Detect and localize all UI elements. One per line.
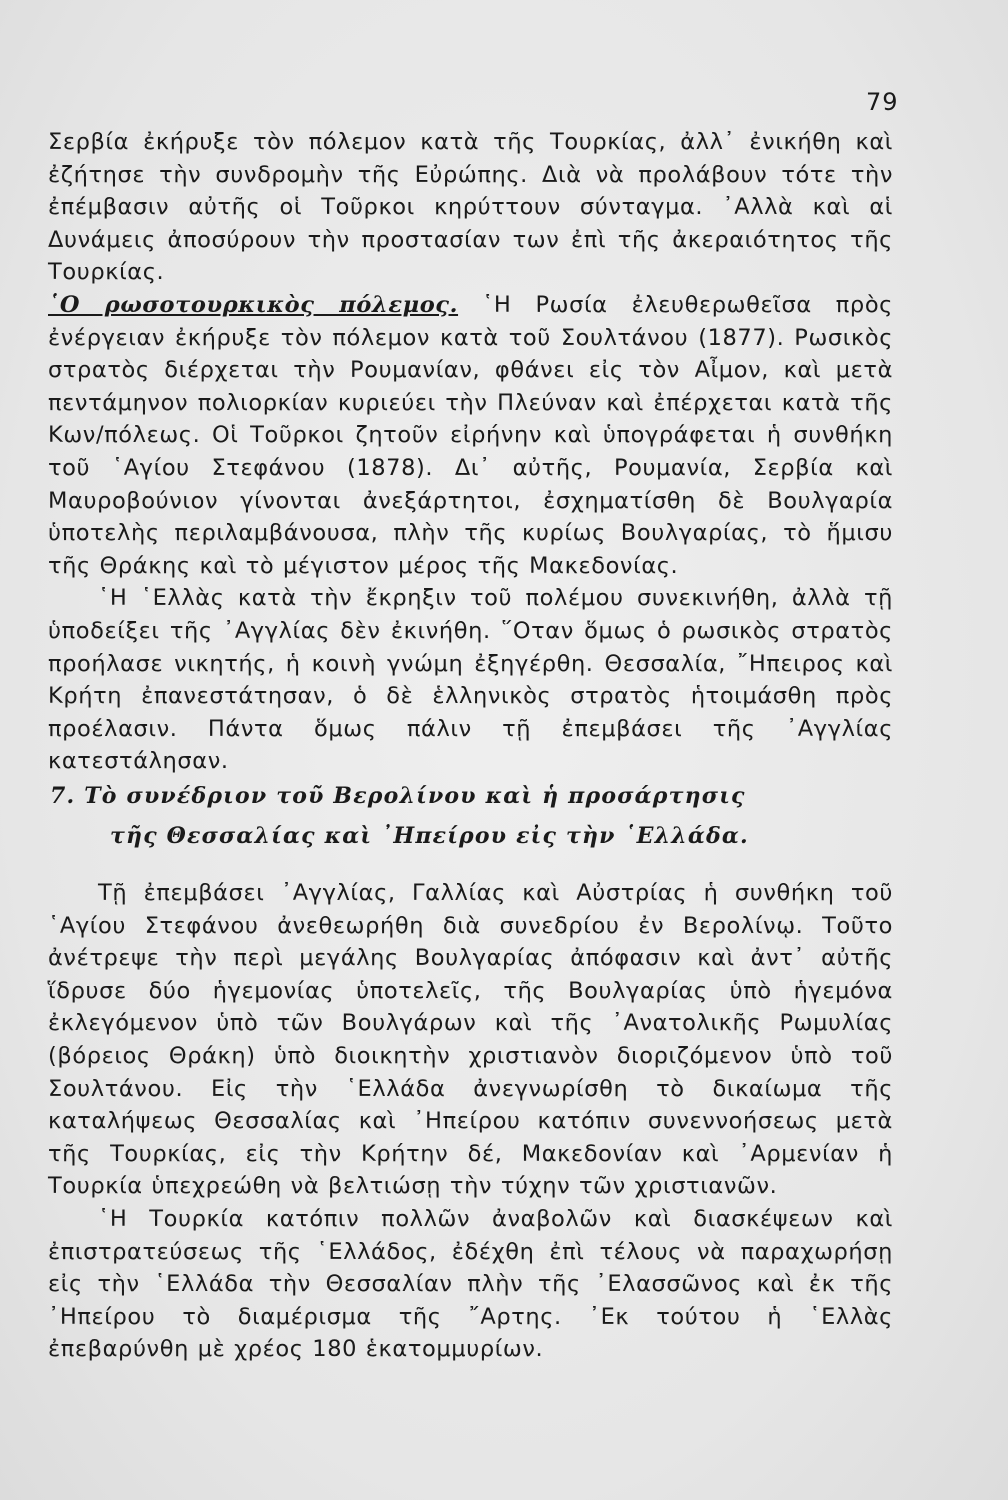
- section-heading-line-1: 7. Τὸ συνέδριον τοῦ Βερολίνου καὶ ἡ προσάρτησις: [50, 783, 746, 809]
- paragraph-greece-reaction: ῾Η ῾Ελλὰς κατὰ τὴν ἔκρηξιν τοῦ πολέμου συνεκινήθη, ἀλλὰ τῇ ὑποδείξει τῆς ᾽Αγγλίας δὲν ἐκινήθη. ῞Οταν ὅμως ὁ ρωσικὸς στρατὸς προήλασε νικητής, ἡ κοινὴ γνώμη ἐξηγέρθη. Θεσσαλία, ῎Ηπειρος καὶ Κρήτη ἐπανεστάτησαν, ὁ δὲ ἑλληνικὸς στρατὸς ἡτοιμάσθη πρὸς προέλασιν. Πάντα ὅμως πάλιν τῇ ἐπεμβάσει τῆς ᾽Αγγλίας κατεστάλησαν.: [48, 585, 893, 775]
- paragraph-serbia-war: Σερβία ἐκήρυξε τὸν πόλεμον κατὰ τῆς Τουρκίας, ἀλλ᾽ ἐνικήθη καὶ ἐζήτησε τὴν συνδρομὴν τῆς Εὐρώπης. Διὰ νὰ προλάβουν τότε τὴν ἐπέμβασιν αὐτῆς οἱ Τοῦρκοι κηρύττουν σύνταγμα. ᾽Αλλὰ καὶ αἱ Δυνάμεις ἀποσύρουν τὴν προστασίαν των ἐπὶ τῆς ἀκεραιότητος τῆς Τουρκίας.: [48, 129, 893, 286]
- subsection-title-russo-turkish-war: ῾Ο ρωσοτουρκικὸς πόλεμος.: [48, 291, 459, 318]
- text-block-bottom: [48, 877, 893, 1366]
- paragraph-russo-turkish-war-text: ῾Η Ρωσία ἐλευθερωθεῖσα πρὸς ἐνέργειαν ἐκήρυξε τὸν πόλεμον κατὰ τοῦ Σουλτάνου (1877). Ρωσικὸς στρατὸς διέρχεται τὴν Ρουμανίαν, φθάνει εἰς τὸν Αἶμον, καὶ μετὰ πεντάμηνον πολιορκίαν κυριεύει τὴν Πλεύναν καὶ ἐπέρχεται κατὰ τῆς Κων/πόλεως. Οἱ Τοῦρκοι ζητοῦν εἰρήνην καὶ ὑπογράφεται ἡ συνθήκη τοῦ ῾Αγίου Στεφάνου (1878). Δι᾽ αὐτῆς, Ρουμανία, Σερβία καὶ Μαυροβούνιον γίνονται ἀνεξάρτητοι, ἐσχηματίσθη δὲ Βουλγαρία ὑποτελὴς περιλαμβάνουσα, πλὴν τῆς κυρίως Βουλγαρίας, τὸ ἥμισυ τῆς Θράκης καὶ τὸ μέγιστον μέρος τῆς Μακεδονίας.: [48, 291, 893, 579]
- page-number: 79: [866, 88, 899, 116]
- text-block-top: [48, 126, 893, 778]
- section-heading-line-2: τῆς Θεσσαλίας καὶ ᾽Ηπείρου εἰς τὴν ῾Ελλάδα.: [110, 823, 749, 849]
- paragraph-thessaly-annexation: ῾Η Τουρκία κατόπιν πολλῶν ἀναβολῶν καὶ διασκέψεων καὶ ἐπιστρατεύσεως τῆς ῾Ελλάδος, ἐδέχθη ἐπὶ τέλους νὰ παραχωρήσῃ εἰς τὴν ῾Ελλάδα τὴν Θεσσαλίαν πλὴν τῆς ᾽Ελασσῶνος καὶ ἐκ τῆς ᾽Ηπείρου τὸ διαμέρισμα τῆς ῎Αρτης. ᾽Εκ τούτου ἡ ῾Ελλὰς ἐπεβαρύνθη μὲ χρέος 180 ἑκατομμυρίων.: [48, 1205, 893, 1363]
- paragraph-russo-turkish-war: [48, 289, 893, 582]
- paragraph-berlin-congress: Τῇ ἐπεμβάσει ᾽Αγγλίας, Γαλλίας καὶ Αὐστρίας ἡ συνθήκη τοῦ ῾Αγίου Στεφάνου ἀνεθεωρήθη διὰ συνεδρίου ἐν Βερολίνῳ. Τοῦτο ἀνέτρεψε τὴν περὶ μεγάλης Βουλγαρίας ἀπόφασιν καὶ ἀντ᾽ αὐτῆς ἵδρυσε δύο ἡγεμονίας ὑποτελεῖς, τῆς Βουλγαρίας ὑπὸ ἡγεμόνα ἐκλεγόμενον ὑπὸ τῶν Βουλγάρων καὶ τῆς ᾽Ανατολικῆς Ρωμυλίας (βόρειος Θράκη) ὑπὸ διοικητὴν χριστιανὸν διοριζόμενον ὑπὸ τοῦ Σουλτάνου. Εἰς τὴν ῾Ελλάδα ἀνεγνωρίσθη τὸ δικαίωμα τῆς καταλήψεως Θεσσαλίας καὶ ᾽Ηπείρου κατόπιν συνεννοήσεως μετὰ τῆς Τουρκίας, εἰς τὴν Κρήτην δέ, Μακεδονίαν καὶ ᾽Αρμενίαν ἡ Τουρκία ὑπεχρεώθη νὰ βελτιώσῃ τὴν τύχην τῶν χριστιανῶν.: [48, 880, 893, 1200]
- section-heading: [50, 776, 895, 856]
